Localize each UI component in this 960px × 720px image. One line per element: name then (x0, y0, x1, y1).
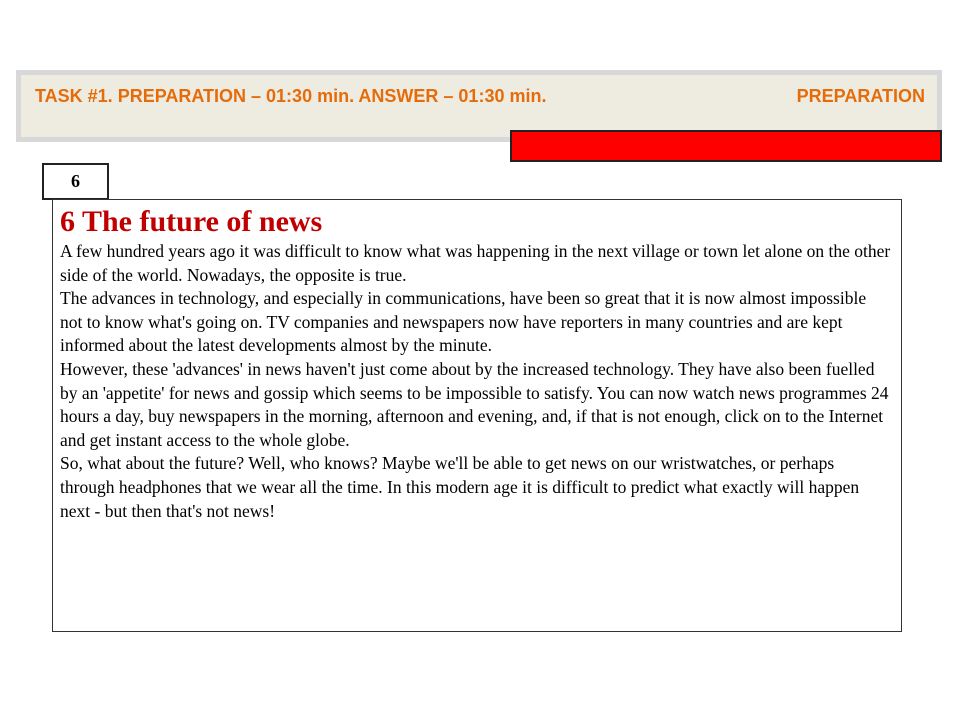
task-title: TASK #1. PREPARATION – 01:30 min. ANSWER – 01:30 min. (35, 86, 547, 106)
timer-bar (510, 130, 942, 162)
phase-label: PREPARATION (796, 86, 925, 106)
text-paragraph: The advances in technology, and especially in communications, have been so great that it is now almost impossible not to know what's going on. TV companies and newspapers now have reporters in many countries and are kept informed about the latest developments almost by the minute. (60, 288, 867, 356)
text-paragraph: However, these 'advances' in news haven't just come about by the increased technology. They have also been fuelled by an 'appetite' for news and gossip which seems to be impossible to satisfy. You can now watch news programmes 24 hours a day, buy newspapers in the morning, afternoon and evening, and, if that is not enough, click on to the Internet and get instant access to the whole globe. (60, 358, 889, 450)
text-title: 6 The future of news (60, 205, 323, 238)
reading-text-card (52, 199, 902, 632)
task-number-badge: 6 (42, 163, 109, 200)
text-paragraph: So, what about the future? Well, who knows? Maybe we'll be able to get news on our wristwatches, or perhaps through headphones that we wear all the time. In this modern age it is difficult to predict what exactly will happen next - but then that's not news! (60, 453, 860, 521)
text-paragraph: A few hundred years ago it was difficult to know what was happening in the next village or town let alone on the other side of the world. Nowadays, the opposite is true. (60, 241, 891, 285)
